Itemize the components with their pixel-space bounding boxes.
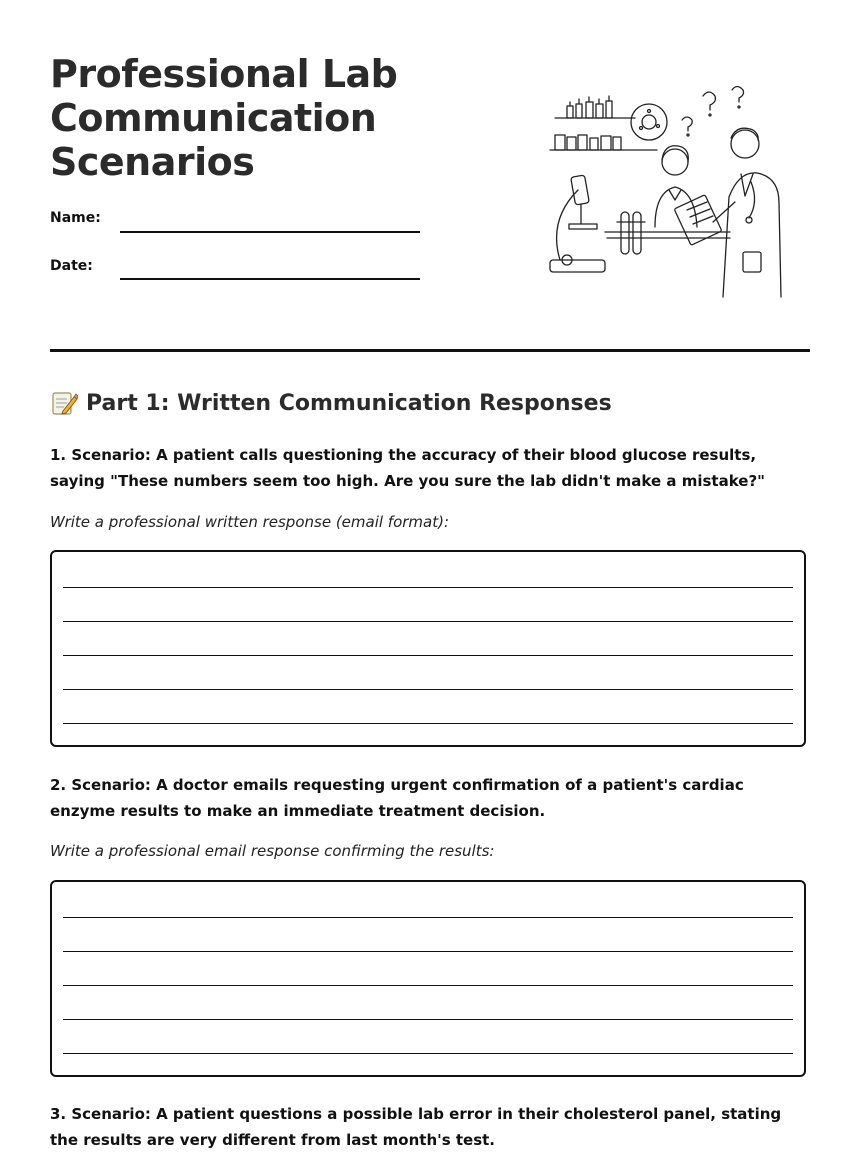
answer-line — [63, 917, 793, 918]
date-label: Date: — [50, 258, 93, 274]
title-line-2: Communication — [50, 96, 377, 140]
answer-line — [63, 723, 793, 724]
answer-line — [63, 655, 793, 656]
name-label: Name: — [50, 210, 101, 226]
scenario-3-text: 3. Scenario: A patient questions a possible lab error in their cholesterol panel, stating the results are very different from last month's test. — [50, 1105, 782, 1149]
scenario-1-prompt: Write a professional written response (email format): — [50, 513, 450, 531]
part1-heading — [50, 389, 612, 417]
header-divider — [50, 349, 810, 352]
name-field[interactable] — [120, 231, 420, 233]
answer-line — [63, 1019, 793, 1020]
answer-line — [63, 951, 793, 952]
lab-scientists-illustration — [545, 82, 785, 300]
answer-line — [63, 985, 793, 986]
memo-icon — [50, 389, 78, 417]
page-title — [50, 52, 470, 184]
part1-title: Part 1: Written Communication Responses — [86, 390, 612, 416]
answer-line — [63, 689, 793, 690]
answer-line — [63, 587, 793, 588]
scenario-1-text: 1. Scenario: A patient calls questioning the accuracy of their blood glucose results, saying "These numbers seem too high. Are you sure the lab didn't make a mistake?" — [50, 446, 765, 490]
scenario-1-answer-box[interactable] — [50, 550, 806, 747]
scenario-2-text: 2. Scenario: A doctor emails requesting urgent confirmation of a patient's cardiac enzyme results to make an immediate treatment decision. — [50, 776, 744, 820]
date-field[interactable] — [120, 278, 420, 280]
title-line-1: Professional Lab — [50, 52, 398, 96]
answer-line — [63, 621, 793, 622]
scenario-2-prompt: Write a professional email response confirming the results: — [50, 842, 495, 860]
answer-line — [63, 1053, 793, 1054]
title-line-3: Scenarios — [50, 140, 255, 184]
scenario-2-answer-box[interactable] — [50, 880, 806, 1077]
